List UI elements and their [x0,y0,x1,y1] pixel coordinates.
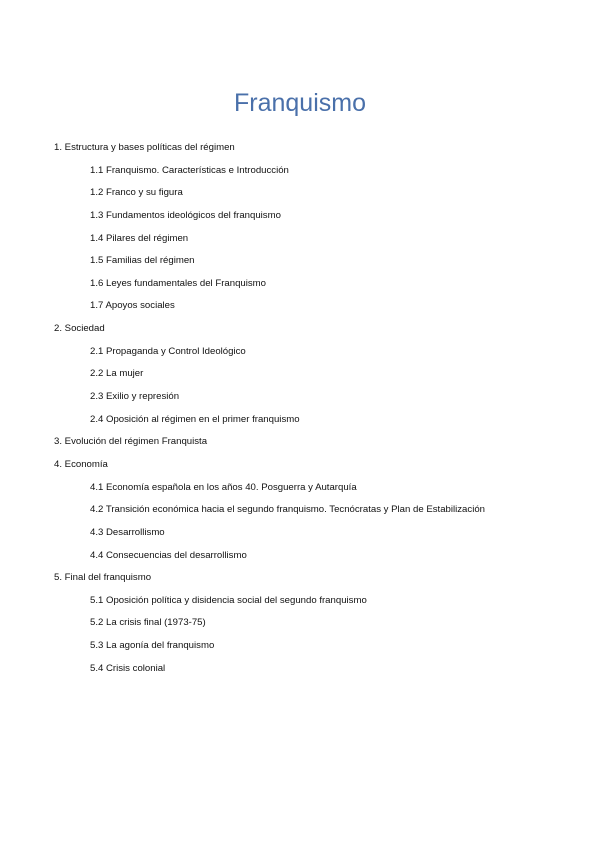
toc-subsection: 2.1 Propaganda y Control Ideológico [90,345,246,357]
toc-subsection: 1.1 Franquismo. Características e Introducción [90,164,289,176]
toc-subsection: 5.4 Crisis colonial [90,662,166,674]
toc-subsection: 2.3 Exilio y represión [90,391,180,403]
toc-section: 4. Economía [54,458,108,470]
toc-subsection: 1.3 Fundamentos ideológicos del franquismo [90,209,281,221]
toc-subsection: 1.7 Apoyos sociales [90,300,175,312]
toc-subsection: 4.1 Economía española en los años 40. Posguerra y Autarquía [90,481,357,493]
toc-section: 2. Sociedad [54,323,105,335]
toc-section: 5. Final del franquismo [54,572,152,584]
document-title: Franquismo [234,89,366,117]
toc-subsection: 2.2 La mujer [90,368,144,380]
toc-subsection: 5.1 Oposición política y disidencia social del segundo franquismo [90,594,367,606]
toc-subsection: 1.5 Familias del régimen [90,255,195,267]
toc-subsection: 5.3 La agonía del franquismo [90,640,215,652]
toc-section: 1. Estructura y bases políticas del régimen [54,142,235,153]
table-of-contents [0,137,600,680]
toc-subsection: 4.4 Consecuencias del desarrollismo [90,549,247,561]
toc-subsection: 1.2 Franco y su figura [90,187,183,199]
toc-subsection: 5.2 La crisis final (1973-75) [90,617,206,629]
toc-subsection: 4.3 Desarrollismo [90,526,165,538]
toc-subsection: 2.4 Oposición al régimen en el primer franquismo [90,413,300,425]
toc-subsection: 4.2 Transición económica hacia el segundo franquismo. Tecnócratas y Plan de Estabilización [90,504,485,516]
toc-subsection: 1.6 Leyes fundamentales del Franquismo [90,277,266,289]
toc-section: 3. Evolución del régimen Franquista [54,436,208,448]
toc-subsection: 1.4 Pilares del régimen [90,232,189,244]
